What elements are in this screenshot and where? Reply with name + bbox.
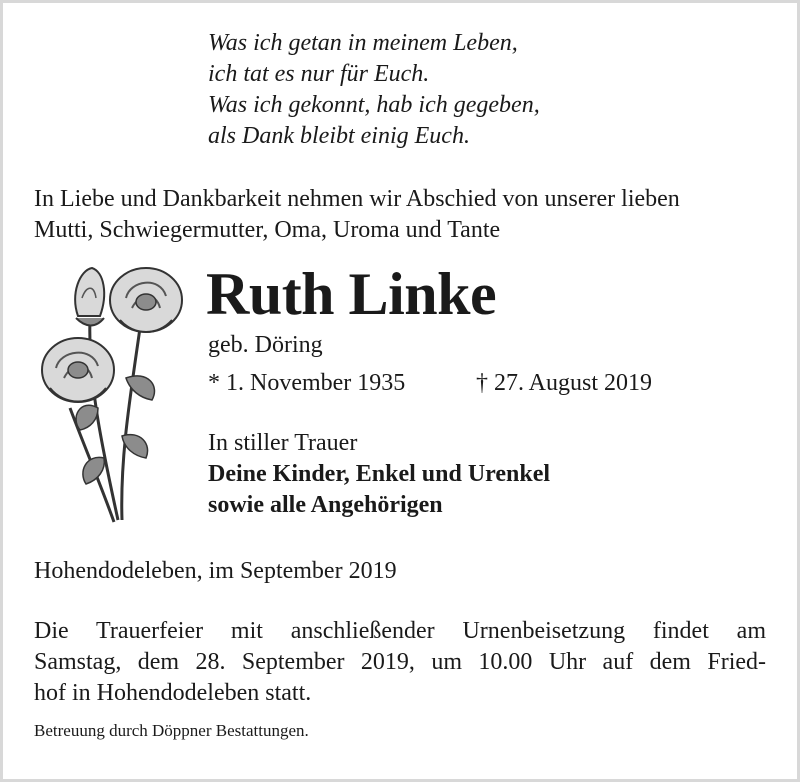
- birth-date: * 1. November 1935: [208, 370, 406, 396]
- funeral-line: Die Trauerfeier mit anschließender Urnenbeisetzung findet am: [34, 618, 766, 644]
- death-date: † 27. August 2019: [476, 370, 653, 396]
- roses-icon: [30, 258, 190, 528]
- deceased-name: Ruth Linke: [206, 261, 497, 327]
- funeral-info: [34, 616, 766, 709]
- poem-line: als Dank bleibt einig Euch.: [208, 123, 470, 149]
- funeral-line: Samstag, dem 28. September 2019, um 10.00 Uhr auf dem Fried-: [34, 649, 766, 675]
- place-date: Hohendodeleben, im September 2019: [34, 558, 397, 584]
- intro-line: In Liebe und Dankbarkeit nehmen wir Abschied von unserer lieben: [34, 186, 680, 212]
- poem-line: ich tat es nur für Euch.: [208, 61, 430, 87]
- mourners: [208, 428, 550, 521]
- poem-line: Was ich getan in meinem Leben,: [208, 30, 518, 56]
- mourners-intro: In stiller Trauer: [208, 430, 358, 456]
- funeral-line: hof in Hohendodeleben statt.: [34, 680, 312, 706]
- maiden-name: geb. Döring: [208, 332, 323, 358]
- mourners-line: Deine Kinder, Enkel und Urenkel: [208, 461, 551, 487]
- undertaker-note: Betreuung durch Döppner Bestattungen.: [34, 721, 309, 740]
- poem-line: Was ich gekonnt, hab ich gegeben,: [208, 92, 540, 118]
- mourners-line: sowie alle Angehörigen: [208, 492, 443, 518]
- intro-text: [34, 184, 770, 246]
- intro-line: Mutti, Schwiegermutter, Oma, Uroma und Tante: [34, 217, 501, 243]
- poem: [208, 28, 540, 152]
